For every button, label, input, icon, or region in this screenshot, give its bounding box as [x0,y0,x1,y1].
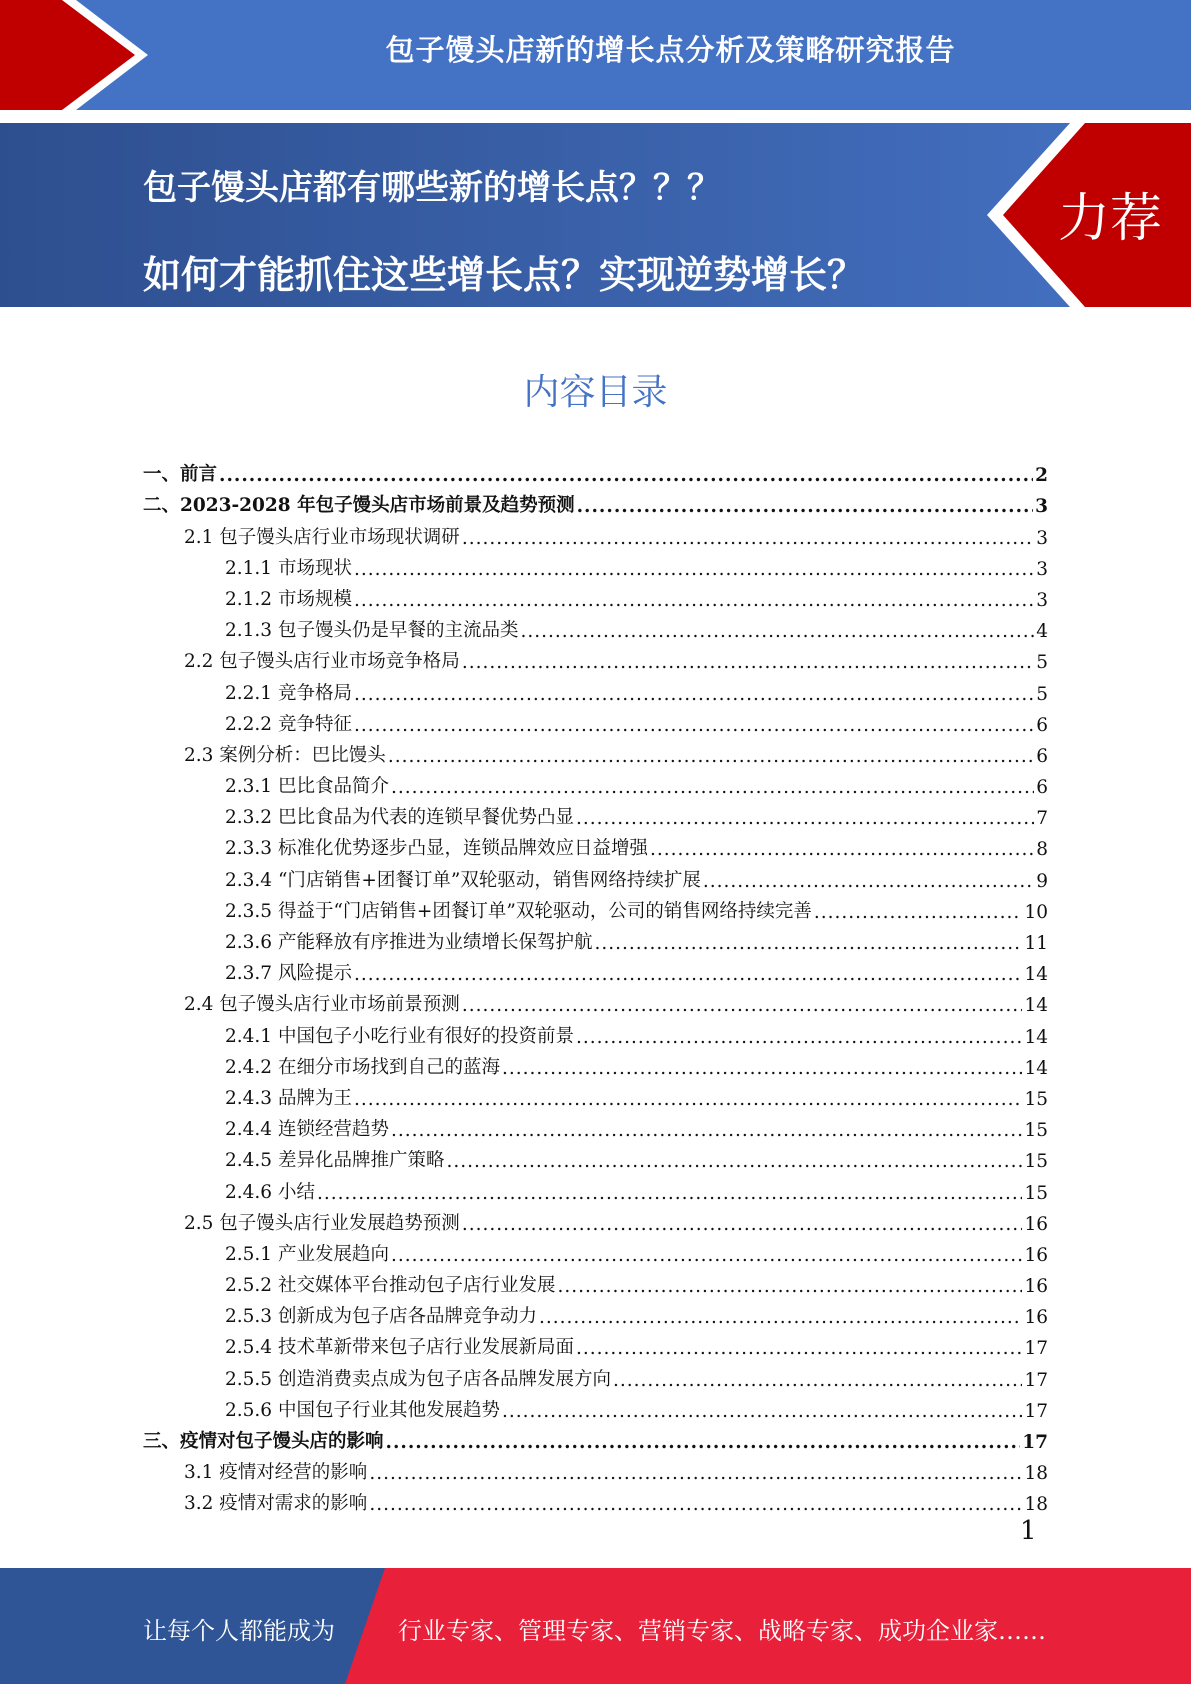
toc-dot-leader [594,933,1022,954]
toc-dot-leader [814,902,1023,923]
toc-dot-leader [386,1432,1021,1453]
toc-entry[interactable] [143,1079,1048,1110]
toc-dot-leader [539,1307,1022,1328]
toc-entry-page: 14 [1024,1026,1048,1048]
toc-entry[interactable] [143,580,1048,611]
toc-entry-page: 10 [1024,901,1048,923]
toc-entry[interactable] [143,1422,1048,1453]
toc-entry[interactable] [143,455,1048,486]
toc-dot-leader [502,1058,1022,1079]
toc-dot-leader [502,1401,1022,1422]
toc-entry[interactable] [143,1141,1048,1172]
toc-entry[interactable] [143,985,1048,1016]
toc-entry-page: 15 [1024,1182,1048,1204]
toc-entry-page: 5 [1036,652,1048,674]
toc-dot-leader [557,1276,1022,1297]
toc-entry-label: 2.5.6 中国包子行业其他发展趋势 [225,1399,500,1421]
toc-dot-leader [354,1089,1023,1110]
toc-entry[interactable] [143,1484,1048,1515]
toc-entry-page: 16 [1024,1244,1048,1266]
toc-entry-label: 3.2 疫情对需求的影响 [184,1493,368,1515]
toc-dot-leader [369,1494,1022,1515]
banner-headline-1: 包子馒头店都有哪些新的增长点？？？ [143,168,721,208]
toc-dot-leader [446,1151,1022,1172]
toc-entry-page: 3 [1036,527,1048,549]
toc-entry-page: 17 [1024,1338,1048,1360]
toc-entry-label: 2.4.4 连锁经营趋势 [225,1119,389,1141]
toc-dot-leader [391,1120,1022,1141]
toc-entry[interactable] [143,1204,1048,1235]
toc-entry-page: 14 [1024,995,1048,1017]
toc-entry[interactable] [143,767,1048,798]
toc-dot-leader [354,590,1034,611]
toc-entry-page: 7 [1036,808,1048,830]
toc-dot-leader [354,964,1023,985]
toc-entry-label: 2.3 案例分析：巴比馒头 [184,744,386,766]
toc-entry-label: 2.5.5 创造消费卖点成为包子店各品牌发展方向 [225,1368,611,1390]
toc-entry[interactable] [143,642,1048,673]
toc-entry-label: 2.5.3 创新成为包子店各品牌竞争动力 [225,1306,537,1328]
toc-entry-label: 3.1 疫情对经营的影响 [184,1462,368,1484]
toc-entry[interactable] [143,892,1048,923]
toc-entry-page: 6 [1036,745,1048,767]
toc-entry-label: 2.5.4 技术革新带来包子店行业发展新局面 [225,1337,574,1359]
toc-dot-leader [576,1027,1022,1048]
toc-entry[interactable] [143,549,1048,580]
toc-entry-page: 18 [1024,1463,1048,1485]
banner-badge-text: 力荐 [1058,189,1163,249]
toc-dot-leader [650,839,1034,860]
toc-entry-page: 17 [1024,1400,1048,1422]
toc-entry[interactable] [143,1016,1048,1047]
toc-entry-label: 2.2 包子馒头店行业市场竞争格局 [184,651,460,673]
report-title: 包子馒头店新的增长点分析及策略研究报告 [385,33,956,67]
toc-entry-label: 2.5.2 社交媒体平台推动包子店行业发展 [225,1275,556,1297]
toc-entry[interactable] [143,486,1048,517]
toc-entry-page: 16 [1024,1276,1048,1298]
toc-entry-page: 9 [1036,870,1048,892]
toc-entry-page: 6 [1036,714,1048,736]
toc-dot-leader [520,621,1034,642]
toc-entry-label: 一、前言 [143,464,218,486]
toc-entry[interactable] [143,798,1048,829]
toc-entry-label: 2.1.1 市场现状 [225,557,352,579]
header-red-arrow-decoration [0,0,150,110]
toc-entry-label: 2.3.2 巴比食品为代表的连锁早餐优势凸显 [225,807,574,829]
toc-entry-label: 2.3.6 产能释放有序推进为业绩增长保驾护航 [225,932,593,953]
toc-entry-page: 15 [1024,1151,1048,1173]
toc-entry-page: 3 [1035,496,1048,518]
toc-dot-leader [354,559,1034,580]
toc-entry[interactable] [143,1110,1048,1141]
toc-entry-label: 2.1 包子馒头店行业市场现状调研 [184,526,460,548]
toc-entry-page: 2 [1035,465,1048,487]
toc-entry[interactable] [143,611,1048,642]
toc-entry-page: 3 [1036,558,1048,580]
toc-entry-page: 11 [1024,933,1048,954]
toc-entry-label: 2.5 包子馒头店行业发展趋势预测 [184,1212,460,1234]
toc-entry-page: 16 [1024,1213,1048,1235]
toc-dot-leader [576,1338,1022,1359]
toc-entry-label: 2.2.1 竞争格局 [225,682,352,704]
toc-entry[interactable] [143,1048,1048,1079]
toc-entry-label: 2.4.5 差异化品牌推广策略 [225,1150,445,1172]
toc-dot-leader [462,652,1034,673]
toc-entry[interactable] [143,1297,1048,1328]
toc-entry-page: 8 [1036,839,1048,861]
toc-dot-leader [703,871,1034,892]
toc-entry-label: 2.3.4 “门店销售+团餐订单”双轮驱动，销售网络持续扩展 [225,869,701,891]
page-number: 1 [1020,1516,1037,1546]
toc-entry-page: 3 [1036,589,1048,611]
toc-entry-page: 15 [1024,1120,1048,1142]
toc-entry[interactable] [143,1391,1048,1422]
toc-entry[interactable] [143,923,1048,954]
toc-entry[interactable] [143,673,1048,704]
toc-entry-page: 14 [1024,1057,1048,1079]
toc-heading: 内容目录 [523,372,668,413]
toc-dot-leader [577,496,1034,517]
toc-entry-page: 14 [1024,964,1048,986]
toc-entry[interactable] [143,517,1048,548]
toc-entry-label: 三、疫情对包子馒头店的影响 [143,1431,384,1452]
footer-slogan-left: 让每个人都能成为 [143,1617,335,1645]
toc-entry[interactable] [143,829,1048,860]
toc-entry[interactable] [143,860,1048,891]
toc-entry-page: 17 [1024,1369,1048,1391]
toc-entry-label: 2.5.1 产业发展趋向 [225,1243,389,1265]
toc-entry[interactable] [143,954,1048,985]
table-of-contents [143,455,1048,1515]
toc-entry-label: 2.4 包子馒头店行业市场前景预测 [184,994,460,1016]
toc-entry-label: 2.1.2 市场规模 [225,588,352,610]
toc-dot-leader [369,1463,1022,1484]
toc-dot-leader [388,746,1034,767]
toc-dot-leader [576,808,1034,829]
toc-entry-label: 2.3.3 标准化优势逐步凸显，连锁品牌效应日益增强 [225,838,648,860]
banner-headline-2: 如何才能抓住这些增长点？实现逆势增长？ [143,253,866,297]
toc-entry[interactable] [143,1266,1048,1297]
toc-entry[interactable] [143,1453,1048,1484]
toc-entry-label: 2.4.3 品牌为王 [225,1087,352,1109]
toc-dot-leader [462,1214,1023,1235]
toc-entry-page: 17 [1022,1432,1048,1453]
toc-dot-leader [613,1370,1022,1391]
toc-entry-page: 4 [1036,621,1048,643]
toc-entry-label: 2.1.3 包子馒头仍是早餐的主流品类 [225,620,519,642]
toc-entry-page: 16 [1024,1307,1048,1329]
toc-entry[interactable] [143,1172,1048,1203]
toc-entry-label: 2.3.1 巴比食品简介 [225,776,389,798]
toc-dot-leader [391,1245,1022,1266]
toc-entry-page: 18 [1024,1494,1048,1516]
toc-entry-label: 2.3.5 得益于“门店销售+团餐订单”双轮驱动，公司的销售网络持续完善 [225,900,812,922]
toc-entry[interactable] [143,705,1048,736]
toc-dot-leader [317,1183,1023,1204]
toc-dot-leader [391,777,1034,798]
toc-entry[interactable] [143,736,1048,767]
toc-dot-leader [354,715,1034,736]
toc-entry-page: 5 [1036,683,1048,705]
toc-dot-leader [462,528,1034,549]
toc-entry-label: 2.3.7 风险提示 [225,963,352,985]
toc-entry-label: 2.4.6 小结 [225,1181,315,1203]
toc-entry-label: 2.4.2 在细分市场找到自己的蓝海 [225,1056,500,1078]
toc-entry-label: 2.4.1 中国包子小吃行业有很好的投资前景 [225,1025,574,1047]
toc-dot-leader [462,995,1023,1016]
toc-entry-page: 15 [1024,1088,1048,1110]
toc-entry[interactable] [143,1235,1048,1266]
toc-entry[interactable] [143,1359,1048,1390]
toc-entry-label: 2.2.2 竞争特征 [225,713,352,735]
footer-slogan-right: 行业专家、管理专家、营销专家、战略专家、成功企业家…… [398,1617,1046,1645]
toc-dot-leader [219,465,1033,486]
toc-dot-leader [354,684,1034,705]
toc-entry-label: 二、2023-2028 年包子馒头店市场前景及趋势预测 [143,495,575,517]
toc-entry-page: 6 [1036,777,1048,799]
toc-entry[interactable] [143,1328,1048,1359]
